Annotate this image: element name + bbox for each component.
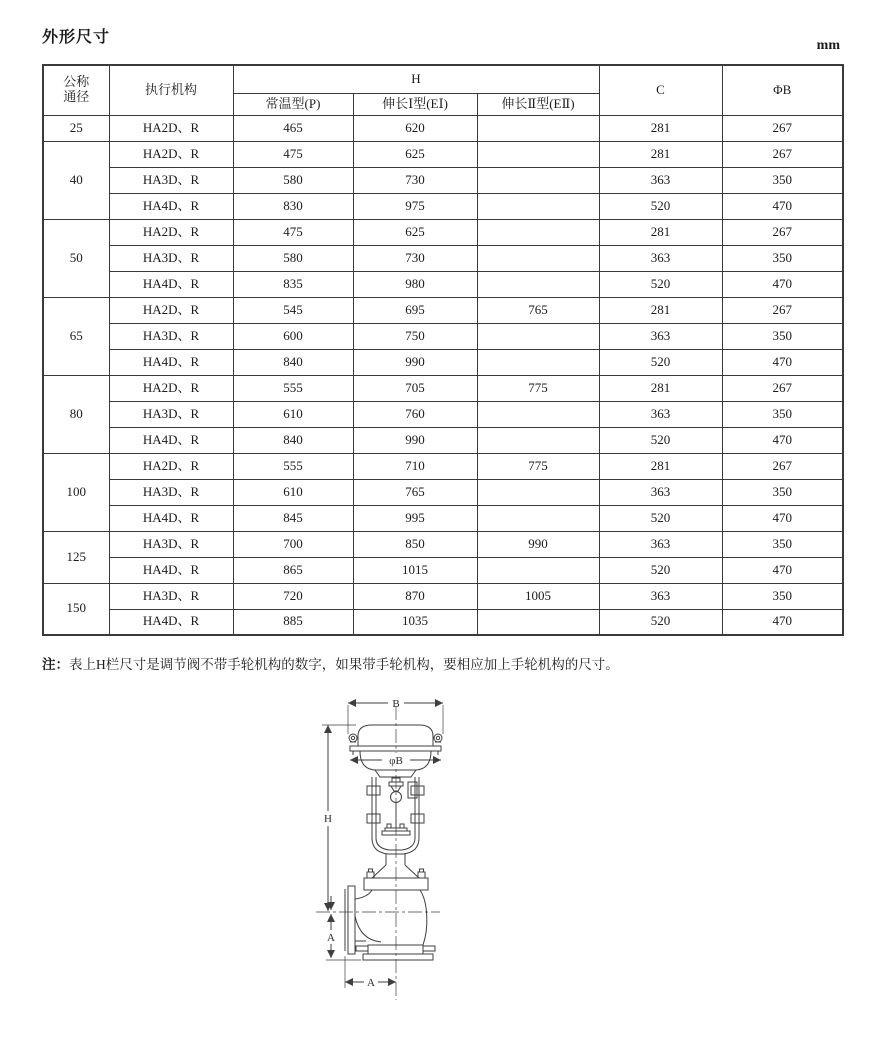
h-ext2-cell bbox=[477, 167, 599, 193]
actuator-cell: HA3D、R bbox=[109, 401, 233, 427]
h-normal-cell: 700 bbox=[233, 531, 353, 557]
actuator-cell: HA4D、R bbox=[109, 427, 233, 453]
actuator-cell: HA4D、R bbox=[109, 557, 233, 583]
table-row bbox=[43, 531, 843, 557]
h-ext1-cell: 980 bbox=[353, 271, 477, 297]
h-ext2-cell bbox=[477, 505, 599, 531]
h-normal-cell: 885 bbox=[233, 609, 353, 635]
table-row bbox=[43, 479, 843, 505]
phi-b-cell: 267 bbox=[722, 375, 843, 401]
table-row bbox=[43, 609, 843, 635]
dn-cell: 65 bbox=[43, 297, 109, 375]
h-ext1-cell: 870 bbox=[353, 583, 477, 609]
h-normal-cell: 475 bbox=[233, 141, 353, 167]
table-row bbox=[43, 323, 843, 349]
phi-b-cell: 350 bbox=[722, 583, 843, 609]
dn-cell: 25 bbox=[43, 115, 109, 141]
header-h-ext1: 伸长Ⅰ型(EⅠ) bbox=[353, 93, 477, 115]
table-header bbox=[43, 65, 843, 115]
h-normal-cell: 555 bbox=[233, 453, 353, 479]
c-cell: 520 bbox=[599, 427, 722, 453]
h-ext1-cell: 850 bbox=[353, 531, 477, 557]
c-cell: 281 bbox=[599, 141, 722, 167]
h-ext2-cell bbox=[477, 219, 599, 245]
actuator-cell: HA2D、R bbox=[109, 375, 233, 401]
table-row bbox=[43, 219, 843, 245]
c-cell: 363 bbox=[599, 583, 722, 609]
note-text: 表上H栏尺寸是调节阀不带手轮机构的数字，如果带手轮机构，要相应加上手轮机构的尺寸。 bbox=[69, 657, 619, 672]
actuator-cell: HA2D、R bbox=[109, 219, 233, 245]
actuator-cell: HA4D、R bbox=[109, 609, 233, 635]
h-ext1-cell: 990 bbox=[353, 349, 477, 375]
h-ext2-cell bbox=[477, 609, 599, 635]
actuator-cell: HA2D、R bbox=[109, 115, 233, 141]
c-cell: 363 bbox=[599, 531, 722, 557]
header-actuator: 执行机构 bbox=[109, 65, 233, 115]
table-row bbox=[43, 453, 843, 479]
h-normal-cell: 610 bbox=[233, 479, 353, 505]
h-ext1-cell: 975 bbox=[353, 193, 477, 219]
h-ext1-cell: 750 bbox=[353, 323, 477, 349]
table-row bbox=[43, 141, 843, 167]
dimension-label-a-side: A bbox=[327, 932, 335, 944]
header-dn: 公称通径 bbox=[43, 65, 109, 115]
c-cell: 363 bbox=[599, 401, 722, 427]
h-ext1-cell: 765 bbox=[353, 479, 477, 505]
h-ext1-cell: 730 bbox=[353, 167, 477, 193]
table-row bbox=[43, 245, 843, 271]
c-cell: 520 bbox=[599, 193, 722, 219]
actuator-cell: HA4D、R bbox=[109, 349, 233, 375]
phi-b-cell: 470 bbox=[722, 557, 843, 583]
h-ext2-cell bbox=[477, 193, 599, 219]
phi-b-cell: 267 bbox=[722, 115, 843, 141]
inlet-flange bbox=[348, 886, 355, 954]
dimension-label-phi-b: φB bbox=[389, 755, 403, 767]
phi-b-cell: 470 bbox=[722, 427, 843, 453]
table-note bbox=[42, 656, 842, 675]
h-ext1-cell: 990 bbox=[353, 427, 477, 453]
h-normal-cell: 580 bbox=[233, 167, 353, 193]
h-ext1-cell: 625 bbox=[353, 141, 477, 167]
table-row bbox=[43, 427, 843, 453]
c-cell: 520 bbox=[599, 609, 722, 635]
h-normal-cell: 555 bbox=[233, 375, 353, 401]
dn-cell: 50 bbox=[43, 219, 109, 297]
table-row bbox=[43, 271, 843, 297]
actuator-cell: HA3D、R bbox=[109, 479, 233, 505]
h-normal-cell: 840 bbox=[233, 427, 353, 453]
eyebolt-right bbox=[434, 734, 442, 755]
dn-cell: 100 bbox=[43, 453, 109, 531]
table-row bbox=[43, 193, 843, 219]
h-normal-cell: 830 bbox=[233, 193, 353, 219]
h-ext1-cell: 705 bbox=[353, 375, 477, 401]
actuator-cell: HA4D、R bbox=[109, 271, 233, 297]
h-ext2-cell bbox=[477, 401, 599, 427]
h-ext2-cell bbox=[477, 245, 599, 271]
dimension-table-body bbox=[43, 115, 843, 635]
h-ext2-cell: 990 bbox=[477, 531, 599, 557]
h-ext2-cell bbox=[477, 557, 599, 583]
h-ext1-cell: 760 bbox=[353, 401, 477, 427]
phi-b-cell: 350 bbox=[722, 401, 843, 427]
c-cell: 520 bbox=[599, 271, 722, 297]
phi-b-cell: 350 bbox=[722, 479, 843, 505]
table-row bbox=[43, 115, 843, 141]
table-row bbox=[43, 375, 843, 401]
h-ext2-cell: 765 bbox=[477, 297, 599, 323]
actuator-cell: HA2D、R bbox=[109, 141, 233, 167]
dimension-label-h: H bbox=[324, 813, 332, 825]
actuator-cell: HA4D、R bbox=[109, 193, 233, 219]
table-row bbox=[43, 557, 843, 583]
c-cell: 281 bbox=[599, 453, 722, 479]
c-cell: 281 bbox=[599, 219, 722, 245]
note-label: 注： bbox=[42, 657, 69, 672]
h-ext1-cell: 625 bbox=[353, 219, 477, 245]
h-ext1-cell: 995 bbox=[353, 505, 477, 531]
h-ext2-cell bbox=[477, 479, 599, 505]
c-cell: 281 bbox=[599, 115, 722, 141]
dimension-label-a-bottom: A bbox=[367, 977, 375, 989]
h-ext2-cell bbox=[477, 271, 599, 297]
h-normal-cell: 610 bbox=[233, 401, 353, 427]
c-cell: 281 bbox=[599, 375, 722, 401]
header-phi-b: ΦB bbox=[722, 65, 843, 115]
actuator-cell: HA2D、R bbox=[109, 453, 233, 479]
actuator-cell: HA3D、R bbox=[109, 167, 233, 193]
h-normal-cell: 835 bbox=[233, 271, 353, 297]
phi-b-cell: 267 bbox=[722, 219, 843, 245]
h-ext1-cell: 1015 bbox=[353, 557, 477, 583]
phi-b-cell: 350 bbox=[722, 167, 843, 193]
outlet-flange bbox=[368, 945, 423, 954]
c-cell: 363 bbox=[599, 245, 722, 271]
table-row bbox=[43, 505, 843, 531]
h-normal-cell: 865 bbox=[233, 557, 353, 583]
valve-dimension-drawing bbox=[288, 690, 508, 1020]
h-normal-cell: 465 bbox=[233, 115, 353, 141]
table-row bbox=[43, 167, 843, 193]
header-h-group: H bbox=[233, 65, 599, 93]
h-ext1-cell: 1035 bbox=[353, 609, 477, 635]
h-ext2-cell: 1005 bbox=[477, 583, 599, 609]
actuator-cell: HA3D、R bbox=[109, 323, 233, 349]
table-row bbox=[43, 583, 843, 609]
h-ext2-cell: 775 bbox=[477, 375, 599, 401]
h-normal-cell: 840 bbox=[233, 349, 353, 375]
h-ext2-cell bbox=[477, 349, 599, 375]
h-normal-cell: 720 bbox=[233, 583, 353, 609]
actuator-cell: HA3D、R bbox=[109, 245, 233, 271]
c-cell: 363 bbox=[599, 167, 722, 193]
c-cell: 363 bbox=[599, 323, 722, 349]
actuator-dome bbox=[358, 725, 433, 746]
h-ext2-cell: 775 bbox=[477, 453, 599, 479]
phi-b-cell: 267 bbox=[722, 141, 843, 167]
dimension-label-b: B bbox=[392, 698, 400, 710]
h-normal-cell: 580 bbox=[233, 245, 353, 271]
page-title: 外形尺寸 bbox=[42, 29, 111, 46]
c-cell: 281 bbox=[599, 297, 722, 323]
table-row bbox=[43, 349, 843, 375]
h-normal-cell: 600 bbox=[233, 323, 353, 349]
h-ext1-cell: 695 bbox=[353, 297, 477, 323]
c-cell: 520 bbox=[599, 349, 722, 375]
actuator-cell: HA2D、R bbox=[109, 297, 233, 323]
unit-label: mm bbox=[816, 38, 840, 53]
h-ext1-cell: 730 bbox=[353, 245, 477, 271]
valve-body bbox=[345, 886, 435, 960]
phi-b-cell: 470 bbox=[722, 349, 843, 375]
c-cell: 520 bbox=[599, 557, 722, 583]
h-ext2-cell bbox=[477, 427, 599, 453]
h-ext2-cell bbox=[477, 323, 599, 349]
phi-b-cell: 470 bbox=[722, 609, 843, 635]
h-normal-cell: 845 bbox=[233, 505, 353, 531]
actuator-flange bbox=[350, 746, 441, 751]
actuator-cell: HA3D、R bbox=[109, 531, 233, 557]
h-normal-cell: 475 bbox=[233, 219, 353, 245]
h-ext1-cell: 710 bbox=[353, 453, 477, 479]
phi-b-cell: 470 bbox=[722, 193, 843, 219]
dn-cell: 125 bbox=[43, 531, 109, 583]
dimension-table bbox=[42, 64, 844, 636]
dn-cell: 40 bbox=[43, 141, 109, 219]
phi-b-cell: 350 bbox=[722, 531, 843, 557]
nameplate bbox=[408, 782, 417, 798]
header-h-normal: 常温型(P) bbox=[233, 93, 353, 115]
phi-b-cell: 470 bbox=[722, 505, 843, 531]
phi-b-cell: 350 bbox=[722, 323, 843, 349]
eyebolt-left bbox=[349, 734, 357, 755]
c-cell: 363 bbox=[599, 479, 722, 505]
phi-b-cell: 267 bbox=[722, 453, 843, 479]
h-ext2-cell bbox=[477, 141, 599, 167]
table-row bbox=[43, 401, 843, 427]
dn-cell: 80 bbox=[43, 375, 109, 453]
h-normal-cell: 545 bbox=[233, 297, 353, 323]
phi-b-cell: 350 bbox=[722, 245, 843, 271]
h-ext1-cell: 620 bbox=[353, 115, 477, 141]
phi-b-cell: 470 bbox=[722, 271, 843, 297]
dn-cell: 150 bbox=[43, 583, 109, 635]
actuator-cell: HA3D、R bbox=[109, 583, 233, 609]
header-c: C bbox=[599, 65, 722, 115]
h-ext2-cell bbox=[477, 115, 599, 141]
header-h-ext2: 伸长Ⅱ型(EⅡ) bbox=[477, 93, 599, 115]
c-cell: 520 bbox=[599, 505, 722, 531]
actuator-cell: HA4D、R bbox=[109, 505, 233, 531]
table-row bbox=[43, 297, 843, 323]
phi-b-cell: 267 bbox=[722, 297, 843, 323]
